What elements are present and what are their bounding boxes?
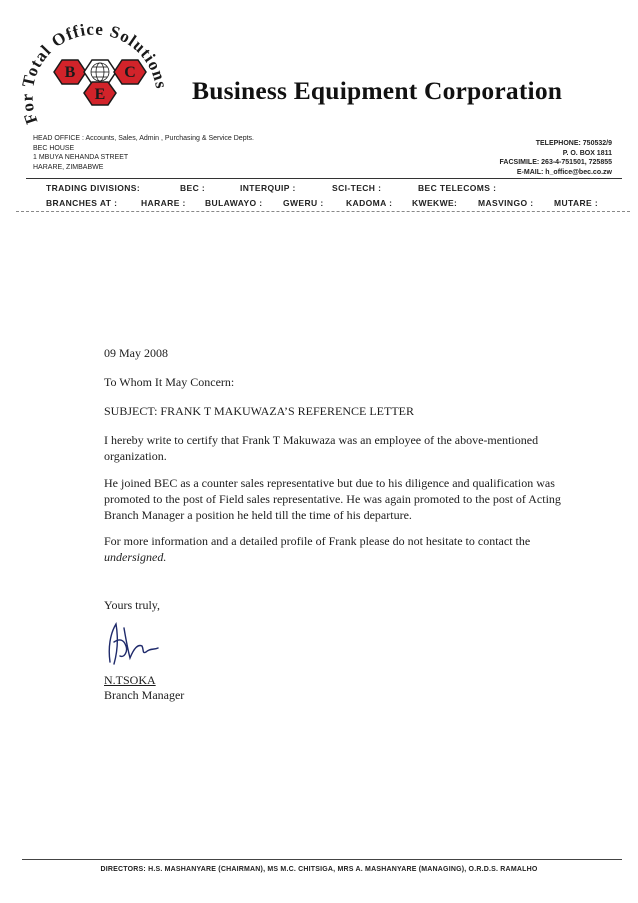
letter-paragraph-1: I hereby write to certify that Frank T Makuwaza was an employee of the above-mentioned organization. [104, 433, 539, 463]
branch-mutare: MUTARE : [554, 198, 599, 208]
signer-name: N.TSOKA [104, 673, 156, 687]
company-name: Business Equipment Corporation [192, 76, 563, 105]
logo-letter-c: C [124, 64, 136, 81]
branch-bulawayo: BULAWAYO : [205, 198, 263, 208]
letter-date: 09 May 2008 [104, 346, 168, 360]
letter-subject: SUBJECT: FRANK T MAKUWAZA’S REFERENCE LETTER [104, 404, 414, 418]
address-line-1: BEC HOUSE [33, 144, 75, 152]
email: E-MAIL: h_office@bec.co.zw [516, 168, 612, 176]
header-divider [26, 178, 622, 179]
branches-label: BRANCHES AT : [46, 198, 118, 208]
branch-kwekwe: KWEKWE: [412, 198, 458, 208]
branches-underline [16, 211, 630, 212]
logo-letter-e: E [94, 86, 106, 103]
branch-harare: HARARE : [141, 198, 186, 208]
paragraph-3-undersigned: undersigned. [104, 550, 167, 564]
letter-paragraph-3 [104, 533, 574, 565]
address-line-3: HARARE, ZIMBABWE [33, 163, 104, 171]
facsimile: FACSIMILE: 263-4-751501, 725855 [499, 159, 612, 166]
po-box: P. O. BOX 1811 [562, 149, 612, 157]
logo-letter-b: B [64, 64, 76, 81]
letter-salutation: To Whom It May Concern: [104, 375, 235, 389]
branch-gweru: GWERU : [283, 198, 324, 208]
paragraph-3-text: For more information and a detailed profile of Frank please do not hesitate to contact the [104, 534, 531, 548]
address-line-2: 1 MBUYA NEHANDA STREET [33, 154, 129, 161]
letter-paragraph-2: He joined BEC as a counter sales representative but due to his diligence and qualification was promoted to the post of Field sales representative. He was again promoted to the post of Acting Branch Manager a position he held till the time of his departure. [104, 476, 561, 522]
directors-footer: DIRECTORS: H.S. MASHANYARE (CHAIRMAN), MS M.C. CHITSIGA, MRS A. MASHANYARE (MANAGING), O.R.D.S. RAMALHO [100, 866, 538, 873]
branch-masvingo: MASVINGO : [478, 198, 534, 208]
head-office-line: HEAD OFFICE : Accounts, Sales, Admin , Purchasing & Service Depts. [33, 135, 254, 142]
footer-divider [22, 859, 622, 860]
branch-kadoma: KADOMA : [346, 198, 393, 208]
letter-closing: Yours truly, [104, 598, 161, 612]
contact-block [500, 139, 612, 177]
trading-label: TRADING DIVISIONS: [46, 183, 141, 193]
signature-image [96, 618, 176, 668]
trading-item-bec: BEC : [180, 183, 206, 193]
trading-item-bec-telecoms: BEC TELECOMS : [418, 183, 497, 193]
bec-logo [10, 8, 180, 140]
trading-item-scitech: SCI-TECH : [332, 183, 382, 193]
signer-title: Branch Manager [104, 688, 185, 702]
trading-item-interquip: INTERQUIP : [240, 183, 296, 193]
telephone: TELEPHONE: 750532/9 [535, 140, 612, 147]
head-office-block [33, 134, 254, 172]
logo-arc-text: For Total Office Solutions [17, 19, 172, 127]
